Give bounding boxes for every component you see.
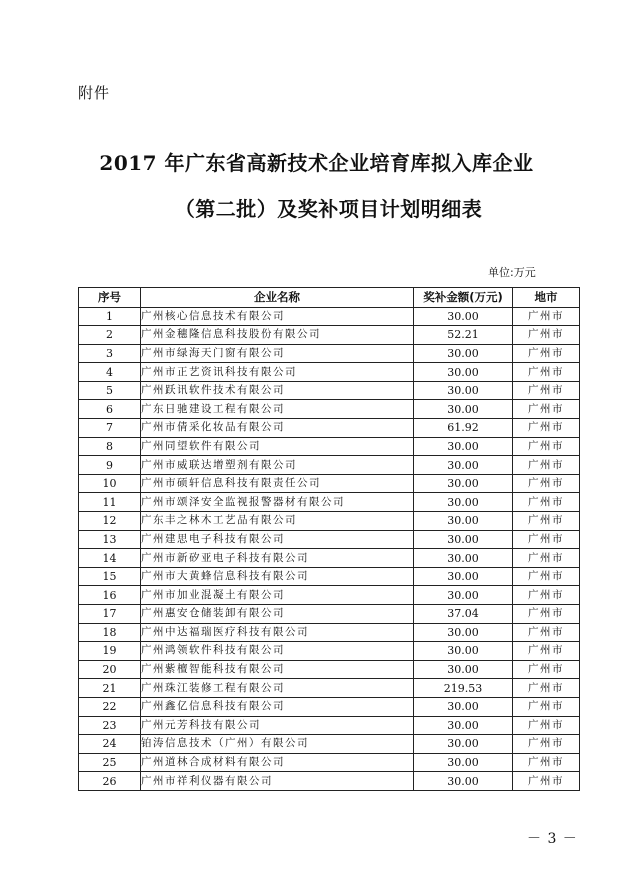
city-cell: 广州市: [513, 474, 580, 493]
company-name-cell: 广州道林合成材料有限公司: [141, 753, 414, 772]
table-row: [79, 642, 580, 661]
attachment-label: 附件: [78, 84, 111, 102]
city-cell: 广州市: [513, 660, 580, 679]
subsidy-amount-cell: 30.00: [414, 660, 513, 679]
city-cell: 广州市: [513, 512, 580, 531]
enterprise-table: [78, 287, 580, 791]
header-subsidy-amount: 奖补金额(万元): [414, 288, 513, 308]
company-name-cell: 广州跃讯软件技术有限公司: [141, 381, 414, 400]
subsidy-amount-cell: 30.00: [414, 307, 513, 326]
subsidy-amount-cell: 30.00: [414, 735, 513, 754]
city-cell: 广州市: [513, 419, 580, 438]
company-name-cell: 广州市正艺资讯科技有限公司: [141, 363, 414, 382]
table-row: [79, 530, 580, 549]
city-cell: 广州市: [513, 363, 580, 382]
document-title-line-2: （第二批）及奖补项目计划明细表: [174, 197, 483, 221]
serial-no-cell: 20: [79, 660, 141, 679]
serial-no-cell: 4: [79, 363, 141, 382]
serial-no-cell: 3: [79, 344, 141, 363]
serial-no-cell: 16: [79, 586, 141, 605]
company-name-cell: 广东日驰建设工程有限公司: [141, 400, 414, 419]
subsidy-amount-cell: 30.00: [414, 344, 513, 363]
city-cell: 广州市: [513, 586, 580, 605]
subsidy-amount-cell: 37.04: [414, 605, 513, 624]
company-name-cell: 广州金穗隆信息科技股份有限公司: [141, 326, 414, 345]
subsidy-amount-cell: 30.00: [414, 567, 513, 586]
serial-no-cell: 2: [79, 326, 141, 345]
subsidy-amount-cell: 30.00: [414, 586, 513, 605]
subsidy-amount-cell: 30.00: [414, 493, 513, 512]
company-name-cell: 广州市大黄蜂信息科技有限公司: [141, 567, 414, 586]
subsidy-amount-cell: 30.00: [414, 363, 513, 382]
company-name-cell: 广州珠江装修工程有限公司: [141, 679, 414, 698]
table-row: [79, 493, 580, 512]
table-row: [79, 772, 580, 791]
header-city: 地市: [513, 288, 580, 308]
unit-label: 单位:万元: [488, 266, 536, 279]
table-header-row: [79, 288, 580, 308]
company-name-cell: 广州元芳科技有限公司: [141, 716, 414, 735]
city-cell: 广州市: [513, 735, 580, 754]
serial-no-cell: 23: [79, 716, 141, 735]
company-name-cell: 广州同望软件有限公司: [141, 437, 414, 456]
serial-no-cell: 25: [79, 753, 141, 772]
city-cell: 广州市: [513, 549, 580, 568]
subsidy-amount-cell: 61.92: [414, 419, 513, 438]
table-row: [79, 456, 580, 475]
company-name-cell: 广州市新矽亚电子科技有限公司: [141, 549, 414, 568]
company-name-cell: 广州市硕轩信息科技有限责任公司: [141, 474, 414, 493]
subsidy-amount-cell: 30.00: [414, 530, 513, 549]
table-row: [79, 549, 580, 568]
table-row: [79, 623, 580, 642]
serial-no-cell: 21: [79, 679, 141, 698]
company-name-cell: 广州中达福瑞医疗科技有限公司: [141, 623, 414, 642]
serial-no-cell: 19: [79, 642, 141, 661]
company-name-cell: 广州市祥利仪器有限公司: [141, 772, 414, 791]
table-row: [79, 474, 580, 493]
serial-no-cell: 11: [79, 493, 141, 512]
subsidy-amount-cell: 30.00: [414, 642, 513, 661]
company-name-cell: 铂涛信息技术（广州）有限公司: [141, 735, 414, 754]
company-name-cell: 广州市绿海天门窗有限公司: [141, 344, 414, 363]
serial-no-cell: 6: [79, 400, 141, 419]
table-row: [79, 437, 580, 456]
table-row: [79, 679, 580, 698]
table-row: [79, 307, 580, 326]
city-cell: 广州市: [513, 344, 580, 363]
subsidy-amount-cell: 30.00: [414, 456, 513, 475]
company-name-cell: 广州紫檀智能科技有限公司: [141, 660, 414, 679]
subsidy-amount-cell: 30.00: [414, 474, 513, 493]
company-name-cell: 广州鑫亿信息科技有限公司: [141, 697, 414, 716]
subsidy-amount-cell: 30.00: [414, 753, 513, 772]
page-number: － 3 －: [527, 831, 578, 847]
table-row: [79, 586, 580, 605]
subsidy-amount-cell: 30.00: [414, 697, 513, 716]
subsidy-amount-cell: 52.21: [414, 326, 513, 345]
company-name-cell: 广州市倩采化妆品有限公司: [141, 419, 414, 438]
table-row: [79, 735, 580, 754]
city-cell: 广州市: [513, 326, 580, 345]
subsidy-amount-cell: 30.00: [414, 772, 513, 791]
city-cell: 广州市: [513, 697, 580, 716]
serial-no-cell: 1: [79, 307, 141, 326]
city-cell: 广州市: [513, 772, 580, 791]
serial-no-cell: 18: [79, 623, 141, 642]
subsidy-amount-cell: 30.00: [414, 716, 513, 735]
city-cell: 广州市: [513, 437, 580, 456]
company-name-cell: 广州市加业混凝土有限公司: [141, 586, 414, 605]
company-name-cell: 广州鸿领软件科技有限公司: [141, 642, 414, 661]
company-name-cell: 广州核心信息技术有限公司: [141, 307, 414, 326]
city-cell: 广州市: [513, 456, 580, 475]
serial-no-cell: 5: [79, 381, 141, 400]
subsidy-amount-cell: 219.53: [414, 679, 513, 698]
serial-no-cell: 17: [79, 605, 141, 624]
company-name-cell: 广州市颂泽安全监视报警器材有限公司: [141, 493, 414, 512]
serial-no-cell: 8: [79, 437, 141, 456]
table-row: [79, 363, 580, 382]
table-row: [79, 419, 580, 438]
table-row: [79, 400, 580, 419]
serial-no-cell: 13: [79, 530, 141, 549]
city-cell: 广州市: [513, 307, 580, 326]
subsidy-amount-cell: 30.00: [414, 437, 513, 456]
company-name-cell: 广州惠安仓储装卸有限公司: [141, 605, 414, 624]
city-cell: 广州市: [513, 567, 580, 586]
table-row: [79, 660, 580, 679]
serial-no-cell: 26: [79, 772, 141, 791]
header-serial-no: 序号: [79, 288, 141, 308]
subsidy-amount-cell: 30.00: [414, 512, 513, 531]
subsidy-amount-cell: 30.00: [414, 549, 513, 568]
table-row: [79, 716, 580, 735]
table-row: [79, 697, 580, 716]
serial-no-cell: 14: [79, 549, 141, 568]
city-cell: 广州市: [513, 530, 580, 549]
city-cell: 广州市: [513, 753, 580, 772]
city-cell: 广州市: [513, 400, 580, 419]
table-row: [79, 344, 580, 363]
table-row: [79, 753, 580, 772]
table-body: [79, 307, 580, 790]
company-name-cell: 广州市威联达增塑剂有限公司: [141, 456, 414, 475]
subsidy-amount-cell: 30.00: [414, 623, 513, 642]
city-cell: 广州市: [513, 679, 580, 698]
city-cell: 广州市: [513, 642, 580, 661]
serial-no-cell: 22: [79, 697, 141, 716]
serial-no-cell: 10: [79, 474, 141, 493]
serial-no-cell: 9: [79, 456, 141, 475]
city-cell: 广州市: [513, 493, 580, 512]
serial-no-cell: 12: [79, 512, 141, 531]
subsidy-amount-cell: 30.00: [414, 381, 513, 400]
serial-no-cell: 24: [79, 735, 141, 754]
subsidy-amount-cell: 30.00: [414, 400, 513, 419]
city-cell: 广州市: [513, 605, 580, 624]
serial-no-cell: 15: [79, 567, 141, 586]
company-name-cell: 广东丰之林木工艺品有限公司: [141, 512, 414, 531]
city-cell: 广州市: [513, 716, 580, 735]
city-cell: 广州市: [513, 381, 580, 400]
header-company-name: 企业名称: [141, 288, 414, 308]
company-name-cell: 广州建思电子科技有限公司: [141, 530, 414, 549]
table-row: [79, 326, 580, 345]
table-row: [79, 567, 580, 586]
serial-no-cell: 7: [79, 419, 141, 438]
table-row: [79, 512, 580, 531]
city-cell: 广州市: [513, 623, 580, 642]
table-row: [79, 605, 580, 624]
document-title-line-1: 2017 年广东省高新技术企业培育库拟入库企业: [99, 151, 534, 175]
table-row: [79, 381, 580, 400]
